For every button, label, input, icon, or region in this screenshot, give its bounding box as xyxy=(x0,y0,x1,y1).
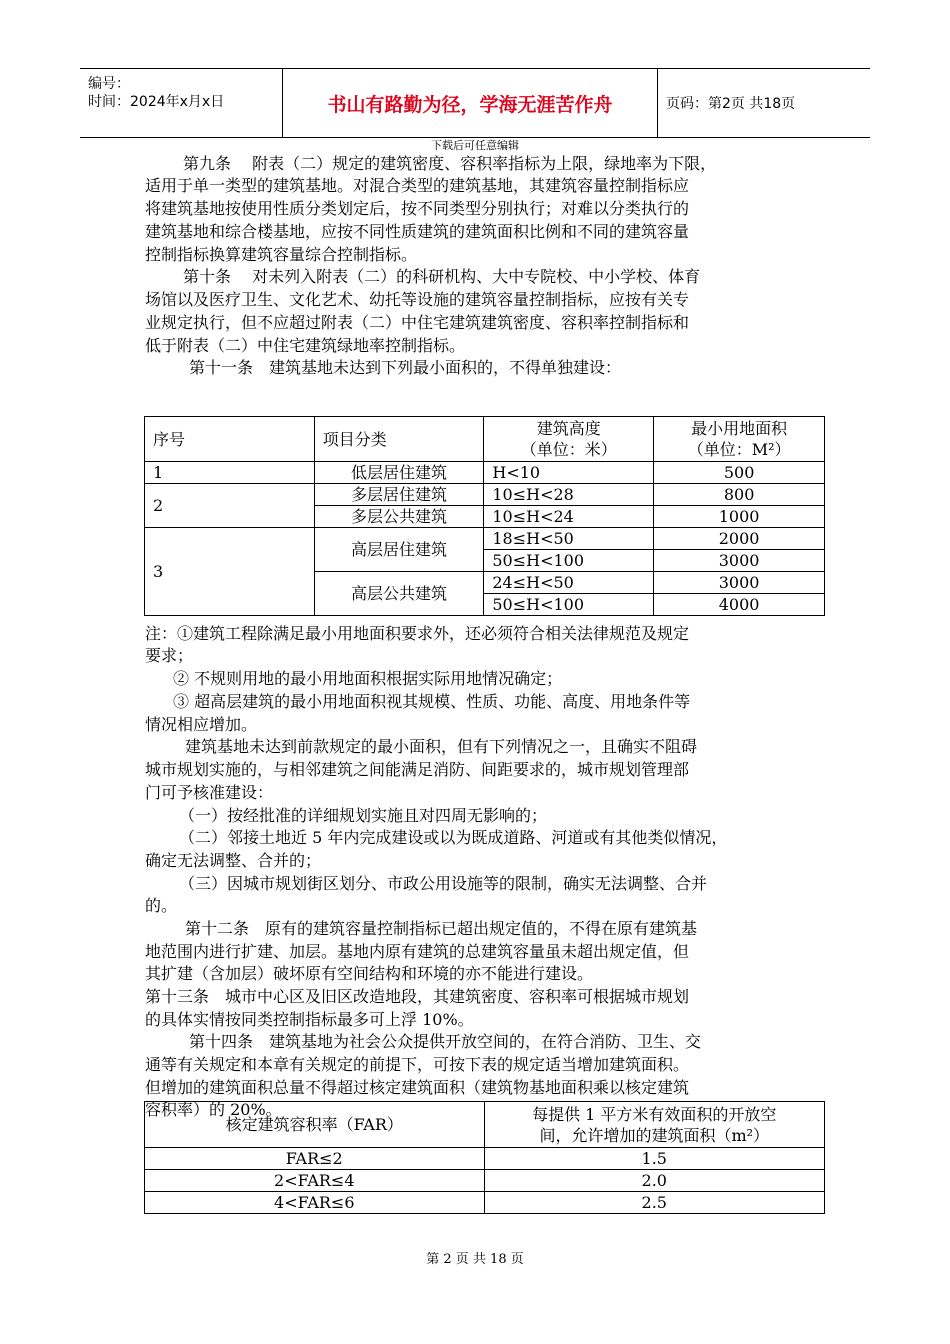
cell-far: 4<FAR≤6 xyxy=(145,1192,485,1214)
cell-type: 高层公共建筑 xyxy=(314,572,484,616)
cell-far: FAR≤2 xyxy=(145,1148,485,1170)
edit-note: 下载后可任意编辑 xyxy=(431,139,519,152)
cell-area: 3000 xyxy=(654,550,825,572)
table-row xyxy=(145,1148,825,1170)
header-area-line: 最小用地面积 xyxy=(691,419,788,438)
cell-area: 4000 xyxy=(654,594,825,616)
cell-height: H<10 xyxy=(484,462,654,484)
paragraph-line: （二）邻接土地近 5 年内完成建设或以为既成道路、河道或有其他类似情况， xyxy=(179,828,728,847)
cell-far: 2<FAR≤4 xyxy=(145,1170,485,1192)
paragraph-line: （三）因城市规划街区划分、市政公用设施等的限制，确实无法调整、合并 xyxy=(179,874,708,893)
far-bonus-table xyxy=(144,1101,825,1214)
header-info xyxy=(80,69,283,137)
header-page-number: 页码：第2页 共18页 xyxy=(666,96,796,112)
paragraph-line: 第十条 对未列入附表（二）的科研机构、大中专院校、中小学校、体育 xyxy=(183,267,701,286)
paragraph-line: 适用于单一类型的建筑基地。对混合类型的建筑基地，其建筑容量控制指标应 xyxy=(145,176,690,195)
paragraph-line: 地范围内进行扩建、加层。基地内原有建筑的总建筑容量虽未超出规定值，但 xyxy=(145,942,690,961)
number-label: 编号： xyxy=(88,76,130,92)
cell-area: 3000 xyxy=(654,572,825,594)
cell-height: 10≤H<24 xyxy=(484,506,654,528)
note-line: 情况相应增加。 xyxy=(145,715,258,734)
header-cell: 核定建筑容积率（FAR） xyxy=(145,1102,485,1148)
cell-area: 1.5 xyxy=(484,1148,824,1170)
cell-type: 高层居住建筑 xyxy=(314,528,484,572)
cell-area: 800 xyxy=(654,484,825,506)
table-row xyxy=(145,462,825,484)
table-header-row xyxy=(145,417,825,462)
paragraph-line: 的。 xyxy=(145,896,178,915)
cell-height: 18≤H<50 xyxy=(484,528,654,550)
cell-height: 50≤H<100 xyxy=(484,550,654,572)
table-row xyxy=(145,528,825,550)
paragraph-line: 其扩建（含加层）破坏原有空间结构和环境的亦不能进行建设。 xyxy=(145,964,594,983)
table-row xyxy=(145,1170,825,1192)
cell-type: 低层居住建筑 xyxy=(314,462,484,484)
note-line: 注：①建筑工程除满足最小用地面积要求外，还必须符合相关法律规范及规定 xyxy=(145,624,690,643)
paragraph-line: 建筑基地和综合楼基地，应按不同性质建筑的建筑面积比例和不同的建筑容量 xyxy=(145,222,690,241)
cell-area: 2.0 xyxy=(484,1170,824,1192)
paragraph-line: 低于附表（二）中住宅建筑绿地率控制指标。 xyxy=(145,336,466,355)
note-line: 要求； xyxy=(145,646,194,665)
paragraph-line: 门可予核准建设： xyxy=(145,783,274,802)
cell-area: 2.5 xyxy=(484,1192,824,1214)
cell-no: 2 xyxy=(145,484,315,528)
cell-type: 多层公共建筑 xyxy=(314,506,484,528)
paragraph-line: 容积率）的 20%。 xyxy=(145,1100,282,1119)
table-row xyxy=(145,1192,825,1214)
paragraph-line: 控制指标换算建筑容量综合控制指标。 xyxy=(145,245,418,264)
cell-height: 10≤H<28 xyxy=(484,484,654,506)
paragraph-line: 第十四条 建筑基地为社会公众提供开放空间的，在符合消防、卫生、交 xyxy=(189,1032,702,1051)
paragraph-line: （一）按经批准的详细规划实施且对四周无影响的； xyxy=(179,806,548,825)
page-header xyxy=(80,68,870,138)
header-area-line: 每提供 1 平方米有效面积的开放空 xyxy=(532,1104,777,1124)
paragraph-line: 第九条 附表（二）规定的建筑密度、容积率指标为上限，绿地率为下限， xyxy=(183,154,717,173)
paragraph-line: 确定无法调整、合并的； xyxy=(145,851,322,870)
cell-no: 1 xyxy=(145,462,315,484)
min-area-table xyxy=(144,416,825,616)
paragraph-line: 通等有关规定和本章有关规定的前提下，可按下表的规定适当增加建筑面积。 xyxy=(145,1055,690,1074)
paragraph-line: 第十三条 城市中心区及旧区改造地段，其建筑密度、容积率可根据城市规划 xyxy=(145,987,690,1006)
note-line: ② 不规则用地的最小用地面积根据实际用地情况确定； xyxy=(173,669,563,688)
cell-area: 500 xyxy=(654,462,825,484)
header-motto: 书山有路勤为径，学海无涯苦作舟 xyxy=(283,69,658,137)
page-footer: 第 2 页 共 18 页 xyxy=(426,1252,524,1267)
paragraph-line: 但增加的建筑面积总量不得超过核定建筑面积（建筑物基地面积乘以核定建筑 xyxy=(145,1078,690,1097)
paragraph-line: 第十一条 建筑基地未达到下列最小面积的，不得单独建设： xyxy=(189,358,622,377)
header-cell: 项目分类 xyxy=(314,417,484,462)
paragraph-line: 第十二条 原有的建筑容量控制指标已超出规定值的，不得在原有建筑基 xyxy=(185,919,698,938)
note-line: ③ 超高层建筑的最小用地面积视其规模、性质、功能、高度、用地条件等 xyxy=(173,692,691,711)
cell-area: 2000 xyxy=(654,528,825,550)
paragraph-line: 的具体实情按同类控制指标最多可上浮 10%。 xyxy=(145,1010,474,1029)
header-cell xyxy=(484,417,654,462)
cell-no: 3 xyxy=(145,528,315,616)
header-height-line: 建筑高度 xyxy=(536,419,601,438)
paragraph-line: 场馆以及医疗卫生、文化艺术、幼托等设施的建筑容量控制指标，应按有关专 xyxy=(145,290,690,309)
paragraph-line: 业规定执行，但不应超过附表（二）中住宅建筑建筑密度、容积率控制指标和 xyxy=(145,313,690,332)
header-area-unit: （单位：M²） xyxy=(687,440,791,459)
paragraph-line: 城市规划实施的，与相邻建筑之间能满足消防、间距要求的，城市规划管理部 xyxy=(145,760,690,779)
cell-height: 24≤H<50 xyxy=(484,572,654,594)
header-cell xyxy=(654,417,825,462)
header-area-line: 间，允许增加的建筑面积（m²） xyxy=(539,1125,770,1145)
header-cell: 序号 xyxy=(145,417,315,462)
table-header-row xyxy=(145,1102,825,1148)
cell-type: 多层居住建筑 xyxy=(314,484,484,506)
table-row xyxy=(145,484,825,506)
paragraph-line: 建筑基地未达到前款规定的最小面积，但有下列情况之一，且确实不阻碍 xyxy=(185,737,698,756)
cell-area: 1000 xyxy=(654,506,825,528)
header-cell xyxy=(484,1102,824,1148)
cell-height: 50≤H<100 xyxy=(484,594,654,616)
paragraph-line: 将建筑基地按使用性质分类划定后，按不同类型分别执行；对难以分类执行的 xyxy=(145,199,690,218)
date-label: 时间：2024年x月x日 xyxy=(88,94,225,110)
header-height-unit: （单位：米） xyxy=(520,440,617,459)
